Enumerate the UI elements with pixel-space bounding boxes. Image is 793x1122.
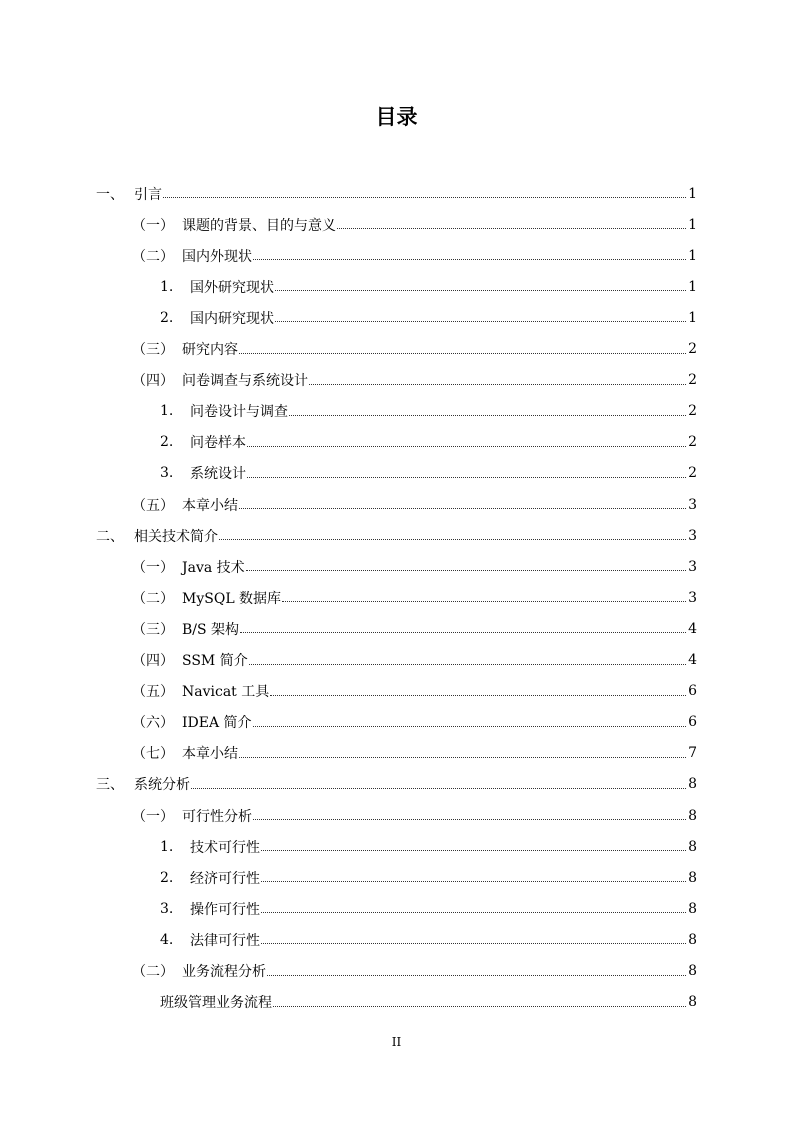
- toc-dot-leader: [191, 788, 686, 789]
- toc-entry[interactable]: [132, 707, 697, 738]
- toc-entry[interactable]: [160, 302, 697, 333]
- toc-entry-number: （七）: [132, 746, 174, 763]
- toc-entry-page: 3: [688, 558, 697, 575]
- toc-entry-label: 业务流程分析: [182, 964, 266, 980]
- toc-entry-page: 2: [688, 434, 697, 451]
- toc-entry-number: （四）: [132, 653, 174, 669]
- toc-entry-label: 研究内容: [182, 342, 238, 358]
- toc-entry-page: 8: [688, 931, 697, 948]
- toc-entry[interactable]: [132, 551, 697, 582]
- toc-entry-label: 班级管理业务流程: [160, 995, 272, 1012]
- toc-dot-leader: [261, 850, 686, 851]
- toc-dot-leader: [282, 601, 686, 602]
- toc-entry[interactable]: [96, 769, 697, 800]
- toc-entry-number: 1.: [160, 278, 174, 295]
- toc-entry-number: （五）: [132, 684, 174, 701]
- toc-entry-page: 3: [688, 527, 697, 544]
- toc-entry[interactable]: [160, 271, 697, 302]
- toc-dot-leader: [247, 446, 686, 447]
- toc-entry-page: 8: [688, 807, 697, 824]
- toc-entry-page: 2: [688, 341, 697, 357]
- toc-dot-leader: [253, 819, 686, 820]
- toc-entry-page: 2: [688, 465, 697, 482]
- toc-entry[interactable]: [132, 365, 697, 396]
- toc-entry[interactable]: [132, 738, 697, 769]
- toc-entry[interactable]: [132, 209, 697, 240]
- toc-dot-leader: [267, 975, 686, 976]
- toc-entry[interactable]: [160, 862, 697, 893]
- toc-entry-label: 技术可行性: [190, 839, 260, 856]
- toc-entry[interactable]: [132, 334, 697, 365]
- toc-entry[interactable]: [160, 396, 697, 427]
- toc-entry[interactable]: [160, 458, 697, 489]
- toc-entry-number: 1.: [160, 403, 174, 420]
- toc-entry-number: 一、: [96, 186, 124, 203]
- toc-entry[interactable]: [96, 520, 697, 551]
- toc-dot-leader: [240, 632, 686, 633]
- toc-entry-label: SSM 简介: [182, 653, 248, 669]
- toc-entry-label: 引言: [134, 186, 162, 203]
- toc-entry-number: （一）: [132, 217, 174, 234]
- toc-dot-leader: [253, 259, 686, 260]
- toc-entry-number: 4.: [160, 931, 174, 948]
- toc-entry-label: B/S 架构: [182, 621, 240, 638]
- toc-entry-label: MySQL 数据库: [182, 590, 282, 607]
- toc-entry-label: IDEA 简介: [182, 715, 252, 732]
- toc-entry-number: （二）: [132, 590, 174, 607]
- toc-entry-label: 系统设计: [190, 466, 246, 483]
- toc-entry-label: 问卷调查与系统设计: [182, 373, 308, 390]
- toc-entry[interactable]: [160, 893, 697, 924]
- toc-dot-leader: [289, 415, 686, 416]
- toc-dot-leader: [253, 726, 687, 727]
- toc-entry-label: 系统分析: [134, 777, 190, 794]
- toc-entry-label: 本章小结: [182, 497, 238, 514]
- toc-entry-page: 1: [688, 309, 697, 326]
- toc-entry-number: （二）: [132, 248, 174, 265]
- toc-dot-leader: [247, 477, 686, 478]
- toc-entry-number: （三）: [132, 342, 174, 358]
- toc-entry[interactable]: [132, 645, 697, 676]
- page-number: II: [391, 1035, 402, 1049]
- toc-entry-page: 1: [688, 185, 697, 202]
- toc-entry[interactable]: [160, 427, 697, 458]
- toc-entry[interactable]: [132, 240, 697, 271]
- toc-entry-label: Navicat 工具: [182, 684, 270, 701]
- toc-entry-page: 3: [688, 589, 697, 606]
- toc-entry-page: 6: [688, 683, 697, 700]
- toc-entry[interactable]: [132, 956, 697, 987]
- toc-entry-label: 操作可行性: [190, 901, 260, 918]
- toc-entry[interactable]: [160, 831, 697, 862]
- toc-entry-page: 8: [688, 869, 697, 886]
- toc-entry-page: 1: [688, 278, 697, 295]
- toc-entry-page: 4: [688, 652, 697, 668]
- toc-entry-number: （一）: [132, 808, 174, 825]
- toc-entry-label: 国内研究现状: [190, 310, 274, 327]
- toc-entry-number: 2.: [160, 869, 174, 886]
- toc-entry-number: （二）: [132, 964, 174, 980]
- toc-entry-page: 2: [688, 403, 697, 420]
- toc-entry-page: 7: [688, 745, 697, 762]
- toc-dot-leader: [261, 912, 686, 913]
- toc-entry-label: 国外研究现状: [190, 279, 274, 296]
- toc-entry-page: 1: [688, 247, 697, 264]
- toc-entry[interactable]: [96, 178, 697, 209]
- toc-entry-label: 问卷设计与调查: [190, 404, 288, 421]
- toc-entry-number: （六）: [132, 715, 174, 732]
- toc-entry-number: 2.: [160, 309, 174, 326]
- toc-dot-leader: [273, 1006, 686, 1007]
- toc-entry[interactable]: [160, 987, 697, 1018]
- toc-entry-label: 本章小结: [182, 746, 238, 763]
- toc-entry-number: 三、: [96, 777, 124, 794]
- toc-entry-number: 1.: [160, 838, 174, 855]
- toc-dot-leader: [261, 943, 686, 944]
- toc-entry-page: 3: [688, 496, 697, 513]
- toc-entry-number: （三）: [132, 621, 174, 638]
- toc-dot-leader: [163, 197, 686, 198]
- toc-dot-leader: [219, 539, 686, 540]
- toc-entry-page: 4: [688, 620, 697, 637]
- toc-dot-leader: [239, 508, 686, 509]
- toc-entry[interactable]: [160, 924, 697, 955]
- toc-entry-label: 可行性分析: [182, 808, 252, 825]
- toc-entry-label: Java 技术: [182, 559, 245, 576]
- toc-dot-leader: [239, 353, 686, 354]
- toc-entry-number: 二、: [96, 528, 124, 545]
- toc-entry-number: （四）: [132, 373, 174, 390]
- toc-dot-leader: [246, 570, 686, 571]
- toc-dot-leader: [239, 757, 686, 758]
- toc-entry[interactable]: [132, 489, 697, 520]
- toc-entry-number: 3.: [160, 465, 174, 482]
- toc-entry-number: （五）: [132, 497, 174, 514]
- toc-dot-leader: [249, 664, 686, 665]
- toc-dot-leader: [261, 881, 686, 882]
- toc-entry-page: 8: [688, 776, 697, 793]
- toc-dot-leader: [309, 384, 686, 385]
- toc-entry-page: 8: [688, 838, 697, 855]
- toc-dot-leader: [337, 228, 686, 229]
- toc-entry-page: 6: [688, 714, 697, 731]
- toc-entry-label: 国内外现状: [182, 248, 252, 265]
- toc-entry-label: 课题的背景、目的与意义: [182, 217, 336, 234]
- toc-entry-page: 8: [688, 994, 697, 1011]
- toc-entry-page: 8: [688, 900, 697, 917]
- toc-entry-number: （一）: [132, 559, 174, 576]
- toc-dot-leader: [275, 290, 686, 291]
- toc-entry[interactable]: [132, 800, 697, 831]
- toc-entry[interactable]: [132, 613, 697, 644]
- toc-entry-page: 1: [688, 216, 697, 233]
- toc-entry-page: 2: [688, 372, 697, 389]
- toc-entry-number: 2.: [160, 434, 174, 451]
- toc-entry-label: 经济可行性: [190, 870, 260, 887]
- toc-entry-label: 法律可行性: [190, 932, 260, 949]
- toc-entry-number: 3.: [160, 900, 174, 917]
- toc-entry[interactable]: [132, 582, 697, 613]
- toc-entry-page: 8: [688, 963, 697, 979]
- toc-dot-leader: [270, 695, 686, 696]
- toc-entry-label: 相关技术简介: [134, 528, 218, 545]
- toc-entry[interactable]: [132, 676, 697, 707]
- page-title: 目录: [375, 105, 418, 129]
- toc-entry-label: 问卷样本: [190, 435, 246, 452]
- toc-dot-leader: [275, 321, 686, 322]
